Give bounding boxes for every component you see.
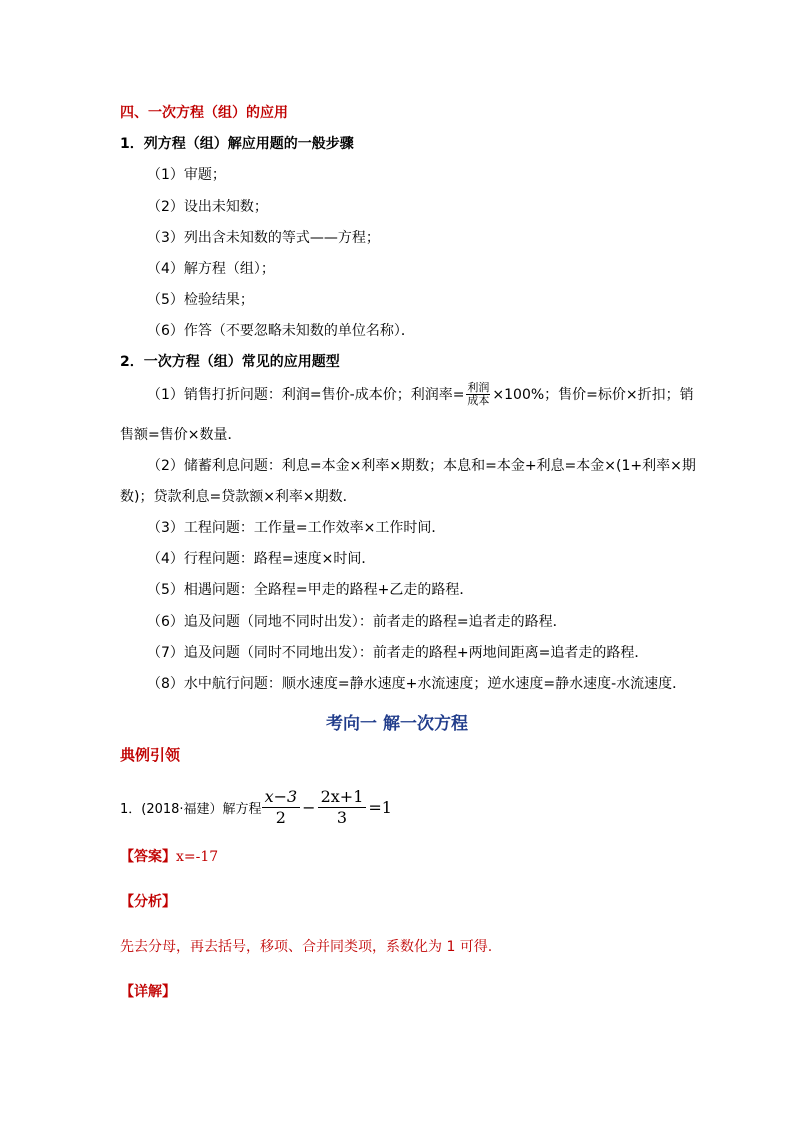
fraction-1 <box>262 787 301 828</box>
fraction-2-denominator: 3 <box>336 808 348 827</box>
type-1-line1 <box>147 382 694 407</box>
answer-value: x=-17 <box>176 849 219 865</box>
fraction-denominator: 成本 <box>467 394 490 407</box>
step-4: （4）解方程（组）； <box>147 261 275 277</box>
step-5: （5）检验结果； <box>147 292 254 308</box>
type-4: （4）行程问题：路程=速度×时间． <box>147 551 376 567</box>
type-6: （6）追及问题（同地不同时出发）：前者走的路程=追者走的路程． <box>147 614 567 630</box>
step-6: （6）作答（不要忽略未知数的单位名称）． <box>147 323 415 339</box>
fraction-2-numerator: 2x+1 <box>318 787 367 808</box>
problem-1 <box>120 787 394 828</box>
problem-prefix: 1．(2018·福建）解方程 <box>120 802 262 817</box>
type-1-prefix: （1）销售打折问题：利润=售价-成本价；利润率= <box>147 386 465 403</box>
analysis-text: 先去分母，再去括号，移项、合并同类项，系数化为 1 可得. <box>120 939 493 955</box>
answer-line <box>120 847 218 867</box>
type-3: （3）工程问题：工作量=工作效率×工作时间． <box>147 520 446 536</box>
step-3: （3）列出含未知数的等式——方程； <box>147 230 380 246</box>
analysis-label: 【分析】 <box>120 894 176 910</box>
step-1: （1）审题； <box>147 167 226 183</box>
profit-rate-fraction <box>466 382 490 407</box>
type-1-line2: 售额=售价×数量． <box>120 427 242 443</box>
fraction-1-denominator: 2 <box>275 808 286 827</box>
type-1-suffix: ×100%；售价=标价×折扣；销 <box>492 386 694 403</box>
fraction-numerator: 利润 <box>467 381 490 394</box>
answer-label: 【答案】 <box>120 849 176 865</box>
subheading-steps: 1．列方程（组）解应用题的一般步骤 <box>120 136 354 152</box>
step-2: （2）设出未知数； <box>147 199 268 215</box>
detail-label: 【详解】 <box>120 984 176 1000</box>
type-2-line2: 数)；贷款利息=贷款额×利率×期数． <box>120 489 357 505</box>
fraction-2 <box>318 787 367 828</box>
type-7: （7）追及问题（同时不同地出发）：前者走的路程+两地间距离=追者走的路程． <box>147 645 649 661</box>
type-8: （8）水中航行问题：顺水速度=静水速度+水流速度；逆水速度=静水速度-水流速度． <box>147 676 687 692</box>
topic-title: 考向一 解一次方程 <box>326 714 468 734</box>
type-5: （5）相遇问题：全路程=甲走的路程+乙走的路程． <box>147 582 474 598</box>
subheading-types: 2．一次方程（组）常见的应用题型 <box>120 354 340 370</box>
equation-rhs: =1 <box>368 798 392 817</box>
fraction-1-numerator: x−3 <box>262 787 301 808</box>
type-2-line1: （2）储蓄利息问题：利息=本金×利率×期数；本息和=本金+利息=本金×(1+利率×期 <box>147 458 696 474</box>
minus-sign: − <box>302 798 316 817</box>
section-heading: 四、一次方程（组）的应用 <box>120 105 288 121</box>
example-heading: 典例引领 <box>120 746 181 764</box>
